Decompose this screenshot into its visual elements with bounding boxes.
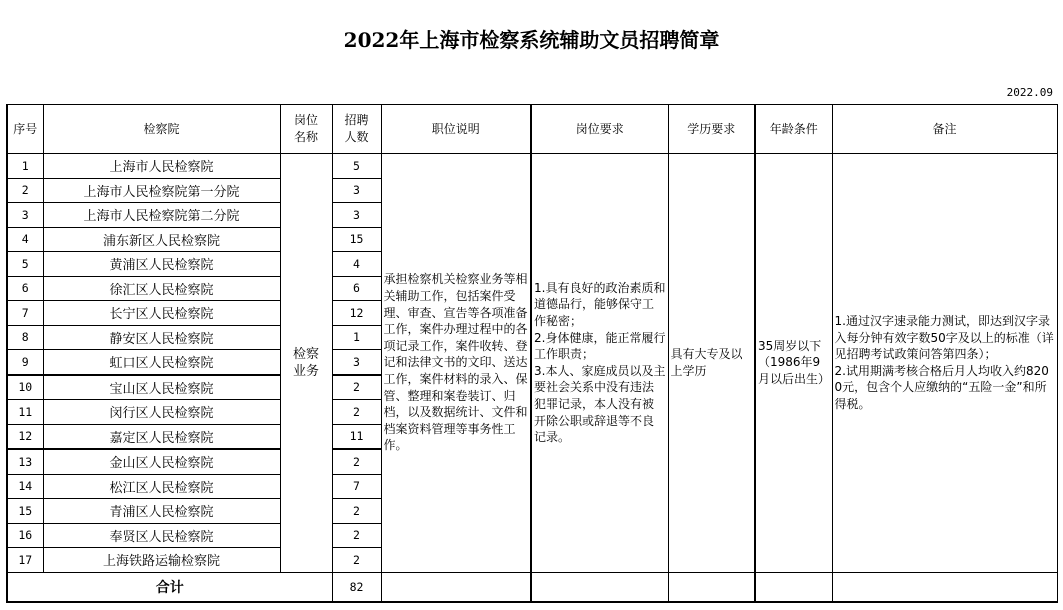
total-count: 82 <box>332 572 381 602</box>
position-name-cell <box>280 154 332 573</box>
row-procuratorate: 上海市人民检察院第二分院 <box>43 203 280 228</box>
row-count: 11 <box>332 424 381 449</box>
row-index: 17 <box>7 548 43 573</box>
row-procuratorate: 闵行区人民检察院 <box>43 400 280 425</box>
row-procuratorate: 虹口区人民检察院 <box>43 350 280 375</box>
row-count: 12 <box>332 301 381 326</box>
header-recruit-count-line2: 人数 <box>344 130 369 144</box>
row-count: 2 <box>332 375 381 400</box>
row-procuratorate: 嘉定区人民检察院 <box>43 424 280 449</box>
header-recruit-count-line1: 招聘 <box>344 113 369 127</box>
row-count: 2 <box>332 499 381 524</box>
total-empty-cell <box>531 572 668 602</box>
job-description-cell: 承担检察机关检察业务等相关辅助工作，包括案件受理、审查、宣告等各项准备工作，案件办理过程中的各项记录工作，案件收转、登记和法律文书的文印、送达工作，案件材料的录入、保管、整理和案卷装订、归档，以及数据统计、文件和档案资料管理等事务性工作。 <box>381 154 531 573</box>
remark-item: 2.试用期满考核合格后月人均收入约8200元，包含个人应缴纳的“五险一金”和所得税。 <box>834 363 1049 411</box>
row-index: 16 <box>7 523 43 548</box>
position-name-line2: 业务 <box>292 363 319 379</box>
row-index: 14 <box>7 474 43 499</box>
row-count: 2 <box>332 548 381 573</box>
recruitment-table <box>6 104 1058 603</box>
row-procuratorate: 上海铁路运输检察院 <box>43 548 280 573</box>
row-count: 1 <box>332 325 381 350</box>
row-index: 7 <box>7 301 43 326</box>
header-age: 年龄条件 <box>755 105 832 154</box>
job-requirement-item: 2.身体健康，能正常履行工作职责； <box>534 330 666 362</box>
row-count: 2 <box>332 400 381 425</box>
total-label: 合计 <box>7 572 332 602</box>
remark-item: 1.通过汉字速录能力测试，即达到汉字录入每分钟有效字数50字及以上的标准（详见招聘考试政策问答第四条）； <box>834 313 1054 362</box>
row-count: 5 <box>332 154 381 179</box>
age-cell: 35周岁以下（1986年9月以后出生） <box>755 154 832 573</box>
header-education: 学历要求 <box>668 105 755 154</box>
remarks-cell <box>832 154 1057 573</box>
row-procuratorate: 徐汇区人民检察院 <box>43 276 280 301</box>
total-row <box>7 572 1057 602</box>
header-job-description: 职位说明 <box>381 105 531 154</box>
row-procuratorate: 上海市人民检察院第一分院 <box>43 178 280 203</box>
header-remarks: 备注 <box>832 105 1057 154</box>
row-index: 4 <box>7 227 43 252</box>
row-count: 2 <box>332 523 381 548</box>
row-index: 6 <box>7 276 43 301</box>
header-position-name-line2: 名称 <box>293 130 318 144</box>
header-index: 序号 <box>7 105 43 154</box>
row-count: 3 <box>332 203 381 228</box>
document-title: 2022年上海市检察系统辅助文员招聘简章 <box>343 28 720 52</box>
row-count: 3 <box>332 178 381 203</box>
row-procuratorate: 金山区人民检察院 <box>43 449 280 474</box>
row-procuratorate: 浦东新区人民检察院 <box>43 227 280 252</box>
row-procuratorate: 青浦区人民检察院 <box>43 499 280 524</box>
row-count: 2 <box>332 449 381 474</box>
header-position-name <box>280 105 332 154</box>
row-index: 8 <box>7 325 43 350</box>
row-index: 10 <box>7 375 43 400</box>
header-job-requirements: 岗位要求 <box>531 105 668 154</box>
row-index: 1 <box>7 154 43 179</box>
job-requirement-item: 1.具有良好的政治素质和道德品行，能够保守工作秘密； <box>534 280 666 328</box>
row-procuratorate: 黄浦区人民检察院 <box>43 252 280 277</box>
row-procuratorate: 长宁区人民检察院 <box>43 301 280 326</box>
total-empty-cell <box>832 572 1057 602</box>
row-index: 5 <box>7 252 43 277</box>
row-procuratorate: 奉贤区人民检察院 <box>43 523 280 548</box>
table-row <box>7 154 1057 179</box>
row-procuratorate: 上海市人民检察院 <box>43 154 280 179</box>
row-index: 12 <box>7 424 43 449</box>
row-count: 3 <box>332 350 381 375</box>
row-procuratorate: 宝山区人民检察院 <box>43 375 280 400</box>
document-date: 2022.09 <box>1006 86 1053 99</box>
row-index: 15 <box>7 499 43 524</box>
total-empty-cell <box>668 572 755 602</box>
row-index: 3 <box>7 203 43 228</box>
row-index: 11 <box>7 400 43 425</box>
total-empty-cell <box>381 572 531 602</box>
row-count: 4 <box>332 252 381 277</box>
row-procuratorate: 静安区人民检察院 <box>43 325 280 350</box>
header-procuratorate: 检察院 <box>43 105 280 154</box>
row-index: 9 <box>7 350 43 375</box>
education-cell: 具有大专及以上学历 <box>668 154 755 573</box>
table-header-row <box>7 105 1057 154</box>
job-requirement-item: 3.本人、家庭成员以及主要社会关系中没有违法犯罪记录，本人没有被开除公职或辞退等不良记录。 <box>534 363 666 445</box>
job-requirements-cell <box>531 154 668 573</box>
row-procuratorate: 松江区人民检察院 <box>43 474 280 499</box>
total-empty-cell <box>755 572 832 602</box>
row-count: 7 <box>332 474 381 499</box>
header-recruit-count <box>332 105 381 154</box>
row-count: 6 <box>332 276 381 301</box>
header-position-name-line1: 岗位 <box>293 113 318 127</box>
position-name-line1: 检察 <box>292 346 319 362</box>
row-index: 2 <box>7 178 43 203</box>
row-index: 13 <box>7 449 43 474</box>
row-count: 15 <box>332 227 381 252</box>
